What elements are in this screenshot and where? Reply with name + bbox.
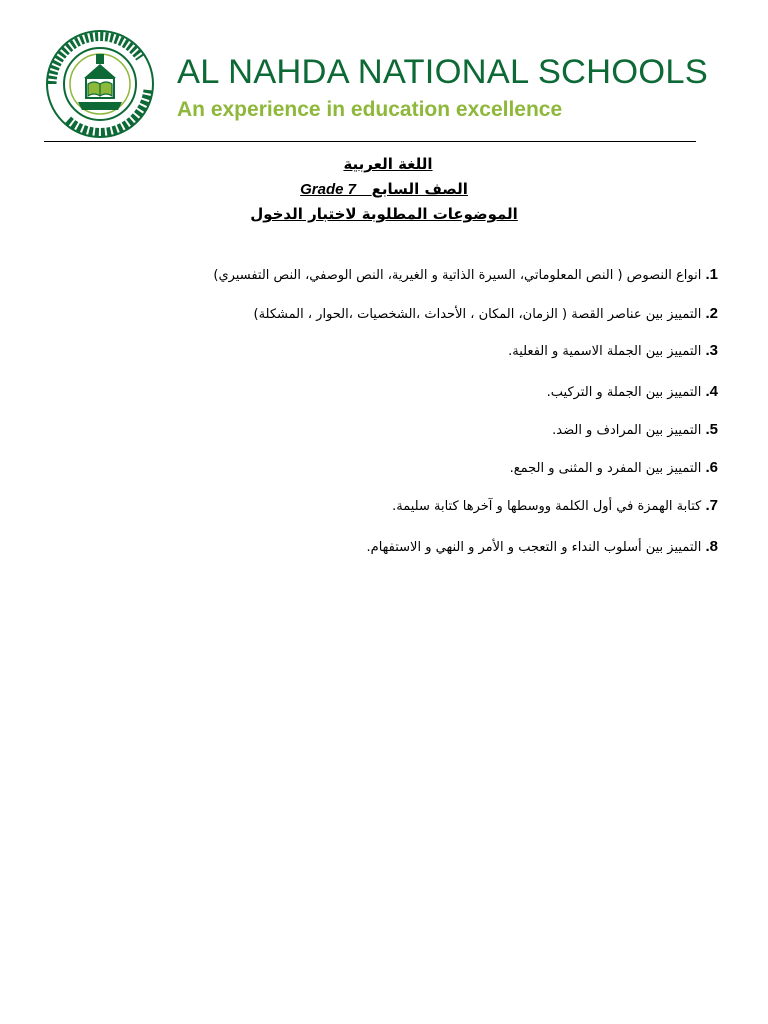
grade-arabic: الصف السابع xyxy=(371,180,468,198)
list-item xyxy=(547,382,718,403)
topic-text: التمييز بين المرادف و الضد. xyxy=(552,423,702,438)
list-item xyxy=(367,537,718,558)
list-item xyxy=(508,341,718,362)
topic-text: التمييز بين أسلوب النداء و التعجب و الأمر و النهي و الاستفهام. xyxy=(366,540,702,555)
topic-number: 7. xyxy=(705,497,718,514)
topic-text: التمييز بين الجملة الاسمية و الفعلية. xyxy=(508,344,702,359)
list-item xyxy=(254,304,718,325)
list-item xyxy=(213,265,718,286)
list-item xyxy=(392,496,718,517)
list-item xyxy=(552,420,718,441)
topic-number: 2. xyxy=(705,305,718,322)
topic-number: 1. xyxy=(705,266,718,283)
list-item xyxy=(510,458,718,479)
document-title: الموضوعات المطلوبة لاختبار الدخول xyxy=(250,205,518,223)
topic-text: التمييز بين الجملة و التركيب. xyxy=(546,385,702,400)
topic-number: 3. xyxy=(705,342,718,359)
topic-text: كتابة الهمزة في أول الكلمة ووسطها و آخرها كتابة سليمة. xyxy=(392,499,702,514)
topics-list xyxy=(98,0,718,600)
topic-number: 4. xyxy=(705,383,718,400)
topic-number: 6. xyxy=(705,459,718,476)
topic-number: 8. xyxy=(705,538,718,555)
school-name: AL NAHDA NATIONAL SCHOOLS xyxy=(177,53,708,91)
school-tagline: An experience in education excellence xyxy=(177,98,563,121)
topic-text: التمييز بين عناصر القصة ( الزمان، المكان ، الأحداث ،الشخصيات ،الحوار ، المشكلة) xyxy=(253,307,702,322)
topic-text: انواع النصوص ( النص المعلوماتي، السيرة الذاتية و الغيرية، النص الوصفي، النص التفسيري) xyxy=(213,268,702,283)
grade-english: Grade 7 xyxy=(300,181,356,198)
topic-number: 5. xyxy=(705,421,718,438)
topic-text: التمييز بين المفرد و المثنى و الجمع. xyxy=(509,461,702,476)
subject-heading: اللغة العربية xyxy=(343,155,433,173)
